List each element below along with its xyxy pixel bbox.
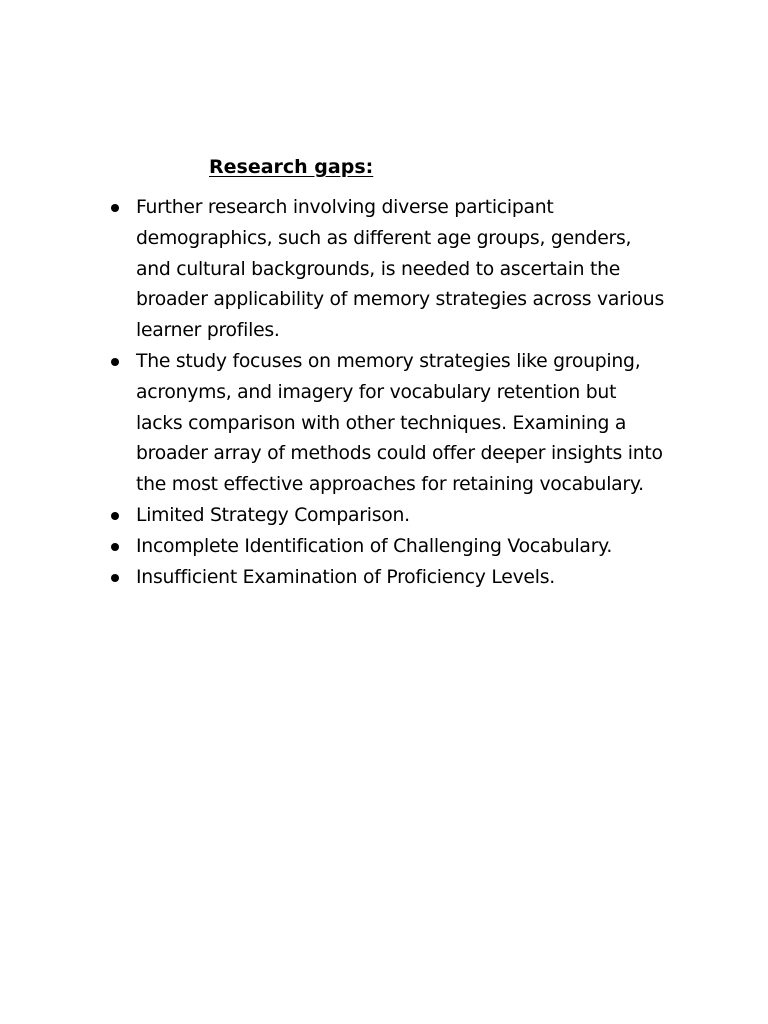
research-gaps-list xyxy=(108,193,668,593)
bullet-icon xyxy=(111,204,119,212)
bullet-icon xyxy=(111,358,119,366)
list-item-text: The study focuses on memory strategies like grouping, acronyms, and imagery for vocabulary retention but lacks comparison with other techniques. Examining a broader array of methods could offer deeper insights into the most effective approaches for retaining vocabulary. xyxy=(136,350,663,496)
section-heading: Research gaps: xyxy=(209,156,374,178)
list-item xyxy=(108,347,668,501)
list-item xyxy=(108,501,668,532)
list-item xyxy=(108,563,668,594)
list-item-text: Incomplete Identification of Challenging Vocabulary. xyxy=(136,535,613,557)
bullet-icon xyxy=(111,543,119,551)
bullet-icon xyxy=(111,512,119,520)
list-item-text: Limited Strategy Comparison. xyxy=(136,504,410,526)
list-item-text: Further research involving diverse participant demographics, such as different age groups, genders, and cultural backgrounds, is needed to ascertain the broader applicability of memory strategies across various learner profiles. xyxy=(136,197,664,342)
list-item xyxy=(108,193,668,347)
list-item-text: Insufficient Examination of Proficiency Levels. xyxy=(136,566,555,588)
list-item xyxy=(108,532,668,563)
bullet-icon xyxy=(111,574,119,582)
